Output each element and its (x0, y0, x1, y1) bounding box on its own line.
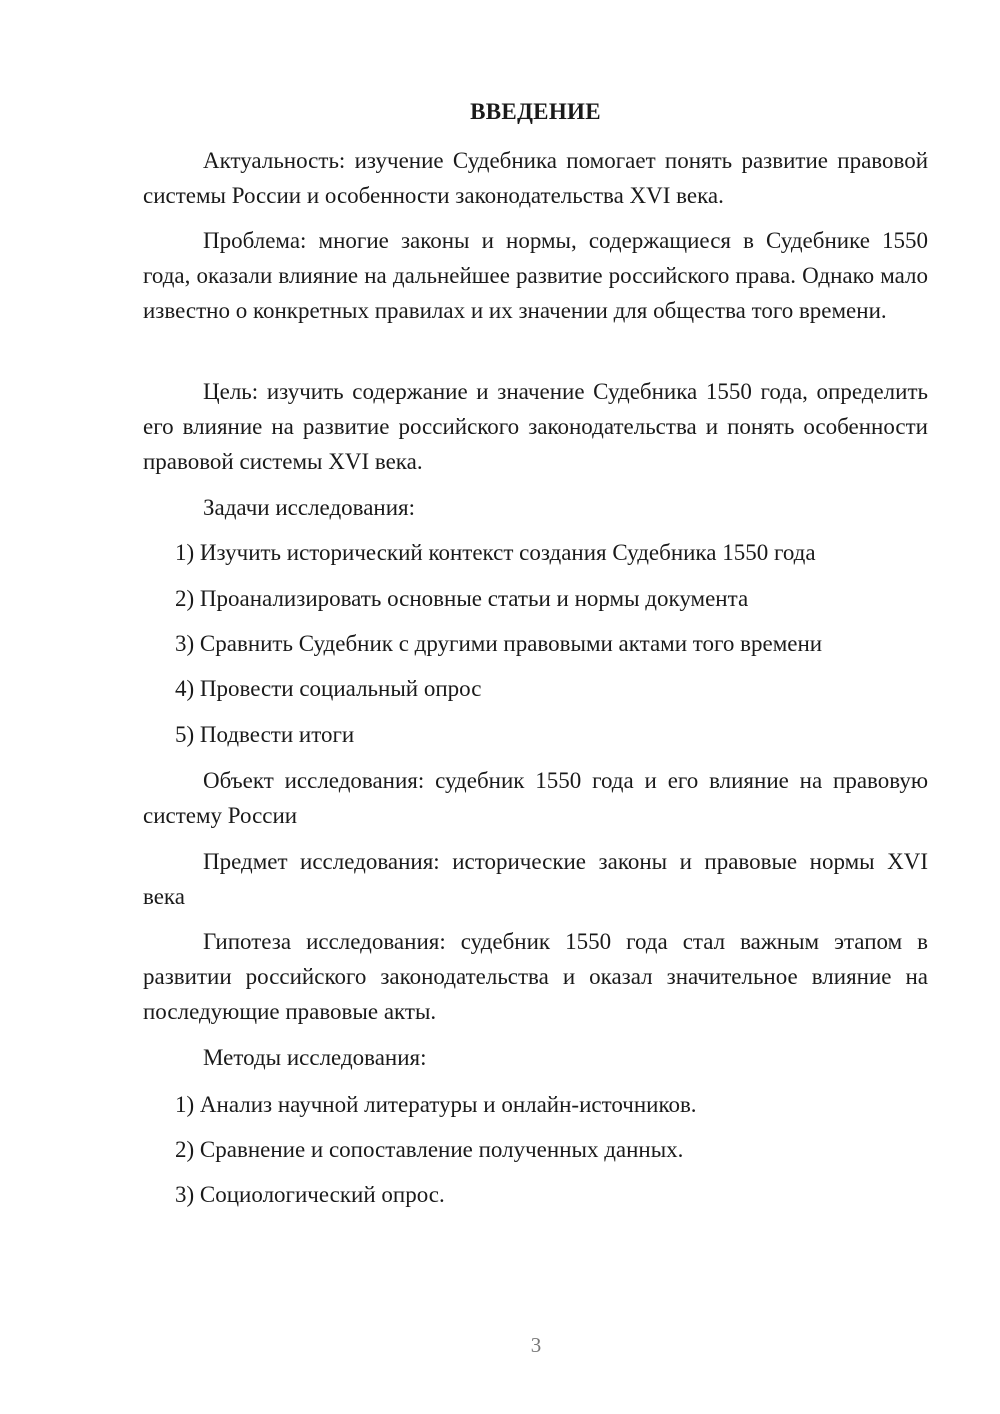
page-number: 3 (530, 1333, 542, 1357)
task-item: 1) Изучить исторический контекст создания Судебника 1550 года (175, 540, 816, 565)
page-title: ВВЕДЕНИЕ (470, 99, 601, 124)
tasks-heading: Задачи исследования: (203, 495, 416, 520)
method-item: 2) Сравнение и сопоставление полученных данных. (175, 1137, 684, 1162)
subject-paragraph: Предмет исследования: исторические законы и правовые нормы XVI века (143, 849, 928, 909)
method-item: 3) Социологический опрос. (175, 1182, 445, 1207)
task-item: 5) Подвести итоги (175, 722, 355, 747)
hypothesis-paragraph: Гипотеза исследования: судебник 1550 года стал важным этапом в развитии российского законодательства и оказал значительное влияние на последующие правовые акты. (143, 929, 928, 1024)
task-item: 3) Сравнить Судебник с другими правовыми актами того времени (175, 631, 823, 656)
method-item: 1) Анализ научной литературы и онлайн-источников. (175, 1092, 697, 1117)
methods-heading: Методы исследования: (203, 1045, 427, 1070)
relevance-paragraph: Актуальность: изучение Судебника помогает понять развитие правовой системы России и особенности законодательства XVI века. (143, 148, 928, 208)
goal-paragraph: Цель: изучить содержание и значение Судебника 1550 года, определить его влияние на развитие российского законодательства и понять особенности правовой системы XVI века. (143, 379, 928, 474)
object-paragraph: Объект исследования: судебник 1550 года и его влияние на правовую систему России (143, 768, 928, 828)
problem-paragraph: Проблема: многие законы и нормы, содержащиеся в Судебнике 1550 года, оказали влияние на дальнейшее развитие российского права. Однако мало известно о конкретных правилах и их значении для общества того времени. (143, 228, 928, 323)
task-item: 2) Проанализировать основные статьи и нормы документа (175, 586, 749, 611)
task-item: 4) Провести социальный опрос (175, 676, 482, 701)
